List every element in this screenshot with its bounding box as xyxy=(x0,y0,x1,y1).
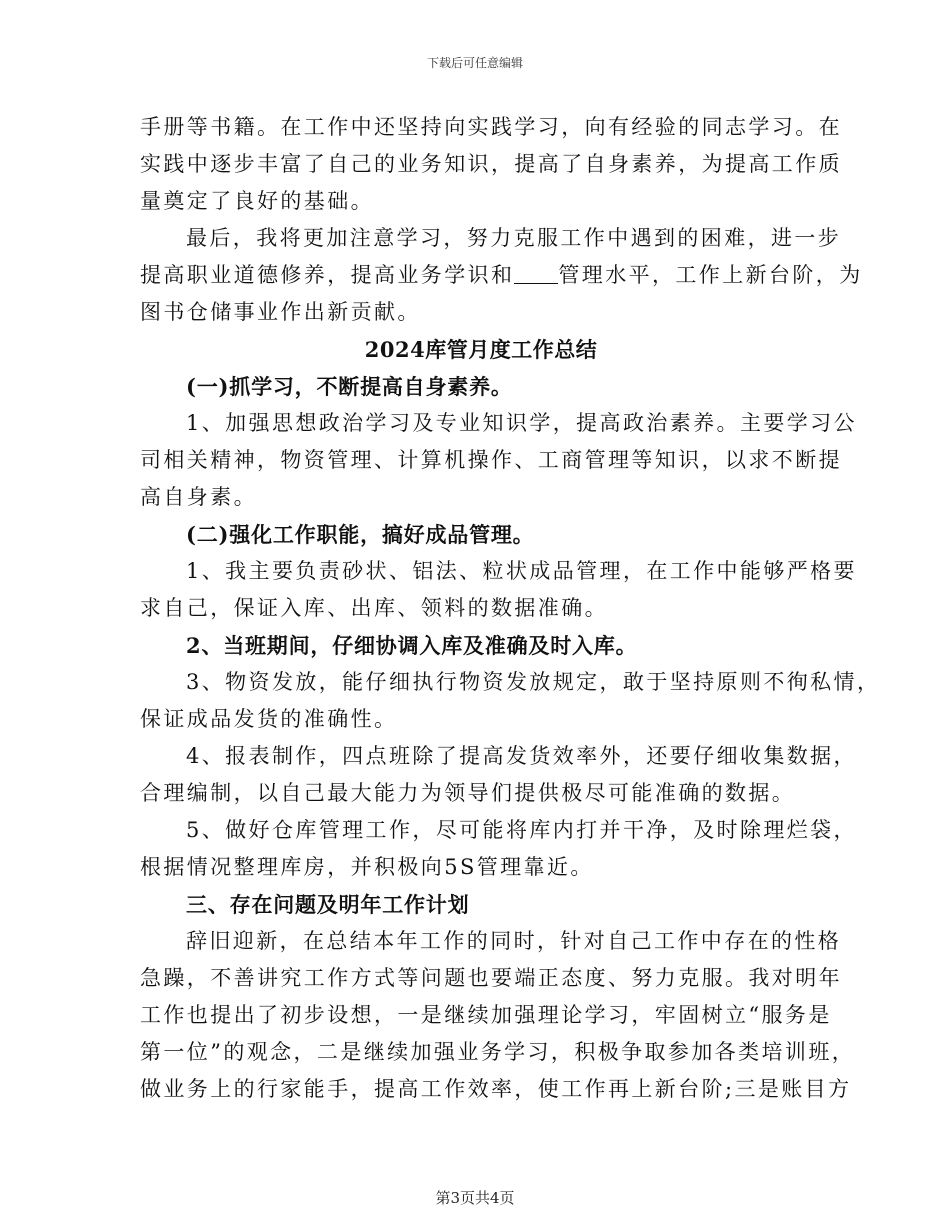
paragraph-text: 管理水平，工作上新台阶，为 xyxy=(558,263,863,287)
paragraph-line: 急躁，不善讲究工作方式等问题也要端正态度、努力克服。我对明年 xyxy=(140,966,842,990)
paragraph-line: 第一位”的观念，二是继续加强业务学习，积极争取参加各类培训班， xyxy=(140,1040,856,1064)
paragraph-line: 图书仓储事业作出新贡献。 xyxy=(140,300,421,324)
paragraph-line: 辞旧迎新，在总结本年工作的同时，针对自己工作中存在的性格 xyxy=(186,929,842,953)
paragraph-line: 手册等书籍。在工作中还坚持向实践学习，向有经验的同志学习。在 xyxy=(140,115,842,139)
fill-in-blank xyxy=(514,263,558,284)
paragraph-line: 实践中逐步丰富了自己的业务知识，提高了自身素养，为提高工作质 xyxy=(140,152,842,176)
document-title: 2024库管月度工作总结 xyxy=(364,337,598,362)
paragraph-line: 保证成品发货的准确性。 xyxy=(140,707,398,731)
paragraph-line: 求自己，保证入库、出库、领料的数据准确。 xyxy=(140,596,608,620)
page-header: 下载后可任意编辑 xyxy=(426,56,523,70)
section-heading: 三、存在问题及明年工作计划 xyxy=(186,892,470,917)
paragraph-text: 提高职业道德修养，提高业务学识和 xyxy=(140,263,515,287)
paragraph-line: 最后，我将更加注意学习，努力克服工作中遇到的困难，进一步 xyxy=(186,226,842,250)
section-heading: (二)强化工作职能，搞好成品管理。 xyxy=(186,522,535,547)
page-number-footer: 第3页共4页 xyxy=(435,1189,515,1207)
document-body xyxy=(140,109,881,1108)
paragraph-line: 工作也提出了初步设想，一是继续加强理论学习，牢固树立“服务是 xyxy=(140,1003,832,1027)
section-heading: 2、当班期间，仔细协调入库及准确及时入库。 xyxy=(186,633,638,658)
paragraph-line: 5、做好仓库管理工作，尽可能将库内打并干净，及时除理烂袋， xyxy=(186,818,857,842)
paragraph-line: 根据情况整理库房，并积极向5S管理靠近。 xyxy=(140,855,594,879)
paragraph-line: 高自身素。 xyxy=(140,485,257,509)
paragraph-line: 量奠定了良好的基础。 xyxy=(140,189,374,213)
section-heading: (一)抓学习，不断提高自身素养。 xyxy=(186,374,513,399)
paragraph-line: 4、报表制作，四点班除了提高发货效率外，还要仔细收集数据， xyxy=(186,744,857,768)
paragraph-line: 司相关精神，物资管理、计算机操作、工商管理等知识，以求不断提 xyxy=(140,448,842,472)
paragraph-line: 合理编制，以自己最大能力为领导们提供极尽可能准确的数据。 xyxy=(140,781,796,805)
paragraph-line: 3、物资发放，能仔细执行物资发放规定，敢于坚持原则不徇私情， xyxy=(186,670,881,694)
paragraph-line: 1、我主要负责砂状、铝法、粒状成品管理，在工作中能够严格要 xyxy=(186,559,857,583)
paragraph-line: 做业务上的行家能手，提高工作效率，使工作再上新台阶;三是账目方 xyxy=(140,1077,852,1101)
paragraph-line-with-blank xyxy=(140,257,863,294)
paragraph-line: 1、加强思想政治学习及专业知识学，提高政治素养。主要学习公 xyxy=(186,411,857,435)
